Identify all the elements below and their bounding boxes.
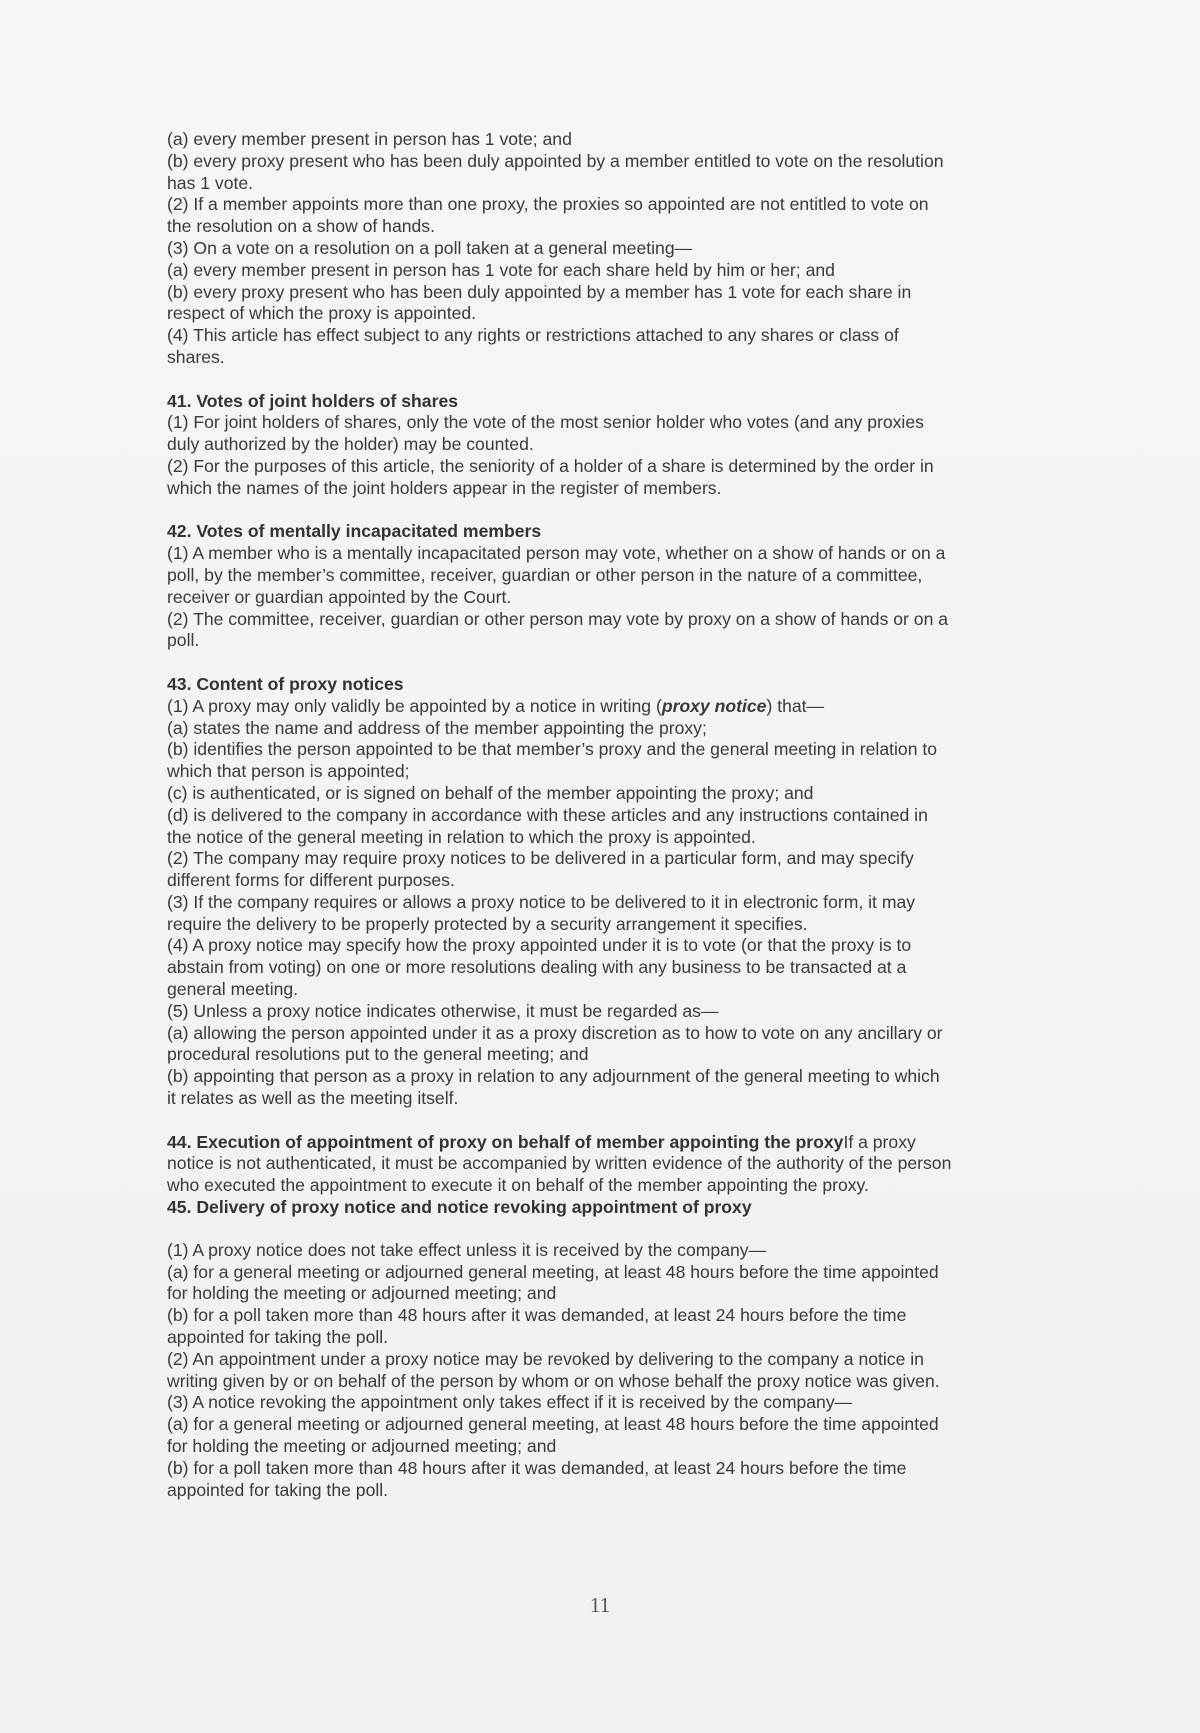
article-41 — [167, 391, 1127, 500]
text-line: poll, by the member’s committee, receiver, guardian or other person in the nature of a committee, — [167, 564, 923, 585]
text-line: for holding the meeting or adjourned meeting; and — [167, 1436, 557, 1457]
article-42 — [167, 521, 1127, 652]
paragraph-gap — [167, 1110, 1127, 1132]
text-line: (3) On a vote on a resolution on a poll taken at a general meeting— — [167, 237, 693, 258]
text-line: require the delivery to be properly protected by a security arrangement it specifies. — [167, 913, 808, 934]
text-line: (2) The company may require proxy notices to be delivered in a particular form, and may specify — [167, 848, 914, 869]
text-line: (a) states the name and address of the member appointing the proxy; — [167, 717, 707, 738]
text-line: abstain from voting) on one or more resolutions dealing with any business to be transacted at a — [167, 957, 907, 978]
text-line — [167, 1132, 1127, 1154]
paragraph-gap — [167, 1219, 1127, 1240]
text-line: receiver or guardian appointed by the Court. — [167, 586, 512, 607]
text-line: (3) If the company requires or allows a proxy notice to be delivered to it in electronic form, it may — [167, 891, 916, 912]
text-line: has 1 vote. — [167, 172, 254, 193]
text-line: shares. — [167, 346, 225, 367]
text-line: (4) A proxy notice may specify how the proxy appointed under it is to vote (or that the proxy is to — [167, 935, 912, 956]
text-line: writing given by or on behalf of the person by whom or on whose behalf the proxy notice was given. — [167, 1370, 940, 1391]
article-44 — [167, 1132, 1127, 1197]
text-line: (2) The committee, receiver, guardian or other person may vote by proxy on a show of hands or on a — [167, 608, 949, 629]
text-line: (d) is delivered to the company in accordance with these articles and any instructions contained in — [167, 804, 928, 825]
page-number: 11 — [589, 1593, 611, 1617]
text-line: respect of which the proxy is appointed. — [167, 303, 477, 324]
text-line: (b) appointing that person as a proxy in relation to any adjournment of the general meeting to which — [167, 1066, 940, 1087]
paragraph-gap — [167, 652, 1127, 674]
text-line: (b) every proxy present who has been duly appointed by a member entitled to vote on the resolution — [167, 150, 944, 171]
text-line: (2) If a member appoints more than one proxy, the proxies so appointed are not entitled to vote on — [167, 194, 929, 215]
text-line: notice is not authenticated, it must be accompanied by written evidence of the authority of the person — [167, 1153, 952, 1174]
text-line: (b) every proxy present who has been duly appointed by a member has 1 vote for each share in — [167, 281, 912, 302]
text-line: for holding the meeting or adjourned meeting; and — [167, 1283, 557, 1304]
text-line: (2) For the purposes of this article, the seniority of a holder of a share is determined by the order in — [167, 455, 934, 476]
text-line: (4) This article has effect subject to any rights or restrictions attached to any shares or class of — [167, 325, 899, 346]
text-line: (2) An appointment under a proxy notice may be revoked by delivering to the company a notice in — [167, 1348, 924, 1369]
text-line: (3) A notice revoking the appointment only takes effect if it is received by the company— — [167, 1392, 853, 1413]
text-line: duly authorized by the holder) may be counted. — [167, 434, 534, 455]
text-line: (1) A member who is a mentally incapacitated person may vote, whether on a show of hands or on a — [167, 543, 946, 564]
section-heading: 45. Delivery of proxy notice and notice revoking appointment of proxy — [167, 1197, 752, 1218]
article-40-continuation — [167, 129, 1127, 369]
text-line: the resolution on a show of hands. — [167, 216, 435, 237]
section-heading: 41. Votes of joint holders of shares — [167, 390, 459, 411]
text-line: who executed the appointment to execute it on behalf of the member appointing the proxy. — [167, 1175, 869, 1196]
text-line: appointed for taking the poll. — [167, 1327, 389, 1348]
section-heading: 42. Votes of mentally incapacitated members — [167, 521, 542, 542]
paragraph-gap — [167, 500, 1127, 522]
text-line: (b) for a poll taken more than 48 hours after it was demanded, at least 24 hours before the time — [167, 1305, 907, 1326]
text-line: procedural resolutions put to the general meeting; and — [167, 1044, 589, 1065]
text-line: it relates as well as the meeting itself. — [167, 1088, 459, 1109]
text-line: (5) Unless a proxy notice indicates otherwise, it must be regarded as— — [167, 1000, 719, 1021]
section-heading: 44. Execution of appointment of proxy on behalf of member appointing the proxy — [167, 1131, 844, 1152]
text-line: (1) A proxy notice does not take effect unless it is received by the company— — [167, 1239, 767, 1260]
text-line: (a) allowing the person appointed under it as a proxy discretion as to how to vote on any ancillary or — [167, 1022, 943, 1043]
text-line: (a) every member present in person has 1 vote; and — [167, 129, 572, 149]
text-line — [167, 696, 1127, 718]
text-line: which that person is appointed; — [167, 761, 410, 782]
article-45 — [167, 1197, 1127, 1501]
text-line: different forms for different purposes. — [167, 870, 455, 891]
text-line: appointed for taking the poll. — [167, 1479, 389, 1500]
text-line: the notice of the general meeting in relation to which the proxy is appointed. — [167, 826, 756, 847]
text-line: (1) For joint holders of shares, only the vote of the most senior holder who votes (and any proxies — [167, 412, 924, 433]
text-line: (a) for a general meeting or adjourned general meeting, at least 48 hours before the time appointed — [167, 1261, 939, 1282]
defined-term: proxy notice — [661, 695, 767, 716]
document-body — [167, 129, 1127, 1501]
text-line: which the names of the joint holders appear in the register of members. — [167, 477, 722, 498]
text-line: (a) every member present in person has 1 vote for each share held by him or her; and — [167, 259, 835, 280]
text-line: general meeting. — [167, 979, 299, 1000]
section-heading: 43. Content of proxy notices — [167, 673, 404, 694]
article-43 — [167, 674, 1127, 1110]
paragraph-gap — [167, 369, 1127, 391]
text-run: ) that— — [766, 695, 825, 716]
text-run: If a proxy — [843, 1131, 916, 1152]
text-run: (1) A proxy may only validly be appointed by a notice in writing ( — [167, 695, 662, 716]
text-line: poll. — [167, 630, 200, 651]
text-line: (b) for a poll taken more than 48 hours after it was demanded, at least 24 hours before the time — [167, 1457, 907, 1478]
text-line: (b) identifies the person appointed to be that member’s proxy and the general meeting in relation to — [167, 739, 938, 760]
text-line: (a) for a general meeting or adjourned general meeting, at least 48 hours before the time appointed — [167, 1414, 939, 1435]
text-line: (c) is authenticated, or is signed on behalf of the member appointing the proxy; and — [167, 782, 814, 803]
